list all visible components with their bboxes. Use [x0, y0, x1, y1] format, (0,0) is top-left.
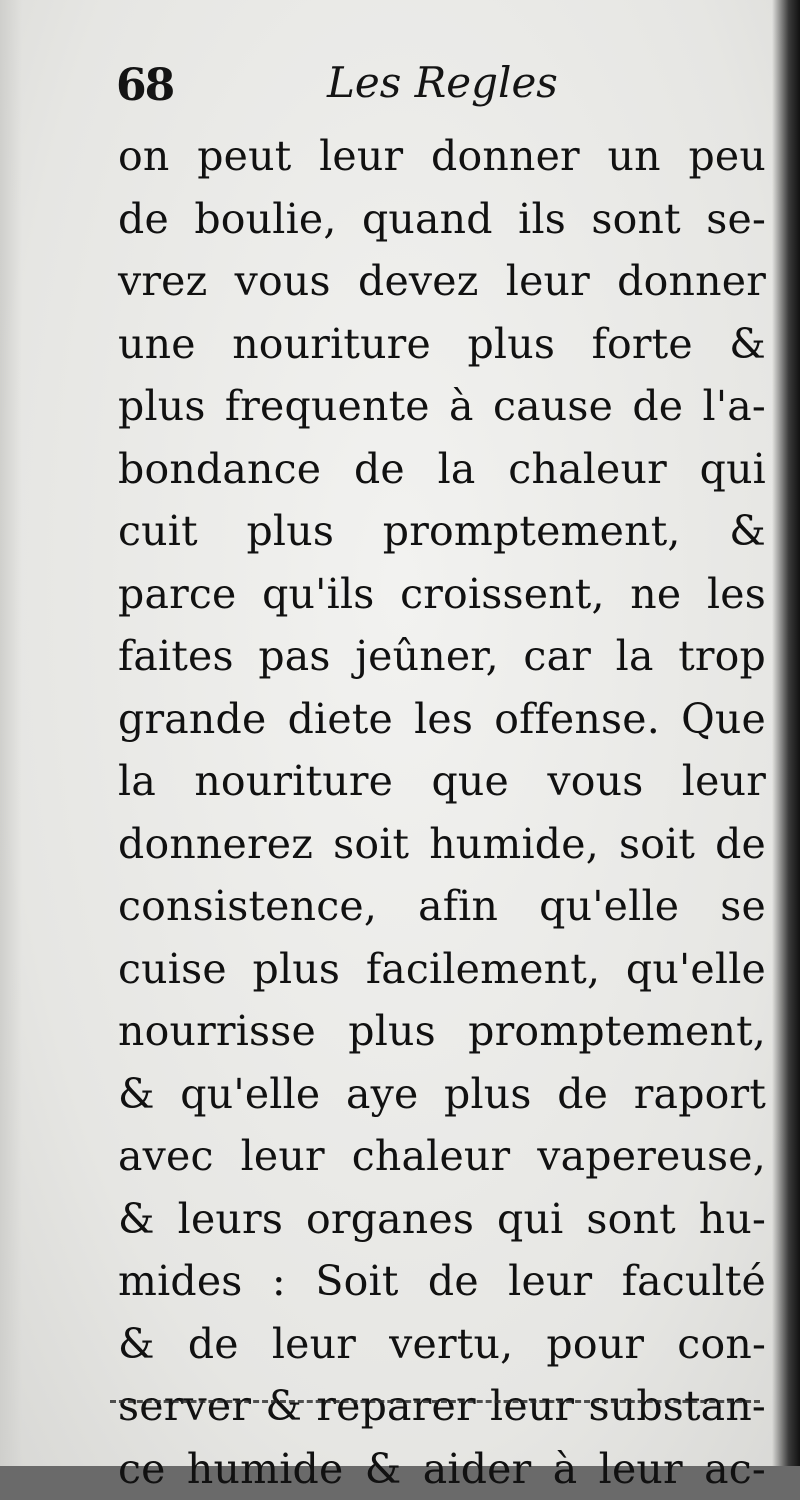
text-line: la nouriture que vous leur — [118, 750, 766, 813]
text-line: vrez vous devez leur donner — [118, 250, 766, 313]
text-line: cuise plus facilement, qu'elle — [118, 938, 766, 1001]
page-number: 68 — [116, 60, 173, 111]
page-gutter-shadow — [0, 0, 22, 1466]
text-line: bondance de la chaleur qui — [118, 438, 766, 501]
text-line: parce qu'ils croissent, ne les — [118, 563, 766, 626]
text-line: faites pas jeûner, car la trop — [118, 625, 766, 688]
bottom-rule — [110, 1400, 760, 1403]
running-head: Les Regles — [327, 58, 558, 107]
body-text — [118, 125, 766, 1500]
page-edge-shadow — [772, 0, 800, 1466]
text-line: donnerez soit humide, soit de — [118, 813, 766, 876]
text-line: ce humide & aider à leur ac- — [118, 1438, 766, 1500]
text-line: on peut leur donner un peu — [118, 125, 766, 188]
page-header — [112, 58, 672, 118]
text-line: grande diete les offense. Que — [118, 688, 766, 751]
text-line: mides : Soit de leur faculté — [118, 1250, 766, 1313]
text-line: & qu'elle aye plus de raport — [118, 1063, 766, 1126]
text-line: cuit plus promptement, & — [118, 500, 766, 563]
text-line: consistence, afin qu'elle se — [118, 875, 766, 938]
text-line: & leurs organes qui sont hu- — [118, 1188, 766, 1251]
text-line: avec leur chaleur vapereuse, — [118, 1125, 766, 1188]
text-line: plus frequente à cause de l'a- — [118, 375, 766, 438]
text-line: une nouriture plus forte & — [118, 313, 766, 376]
text-line: & de leur vertu, pour con- — [118, 1313, 766, 1376]
text-line: de boulie, quand ils sont se- — [118, 188, 766, 251]
text-line: nourrisse plus promptement, — [118, 1000, 766, 1063]
text-line: server & reparer leur substan- — [118, 1375, 766, 1438]
